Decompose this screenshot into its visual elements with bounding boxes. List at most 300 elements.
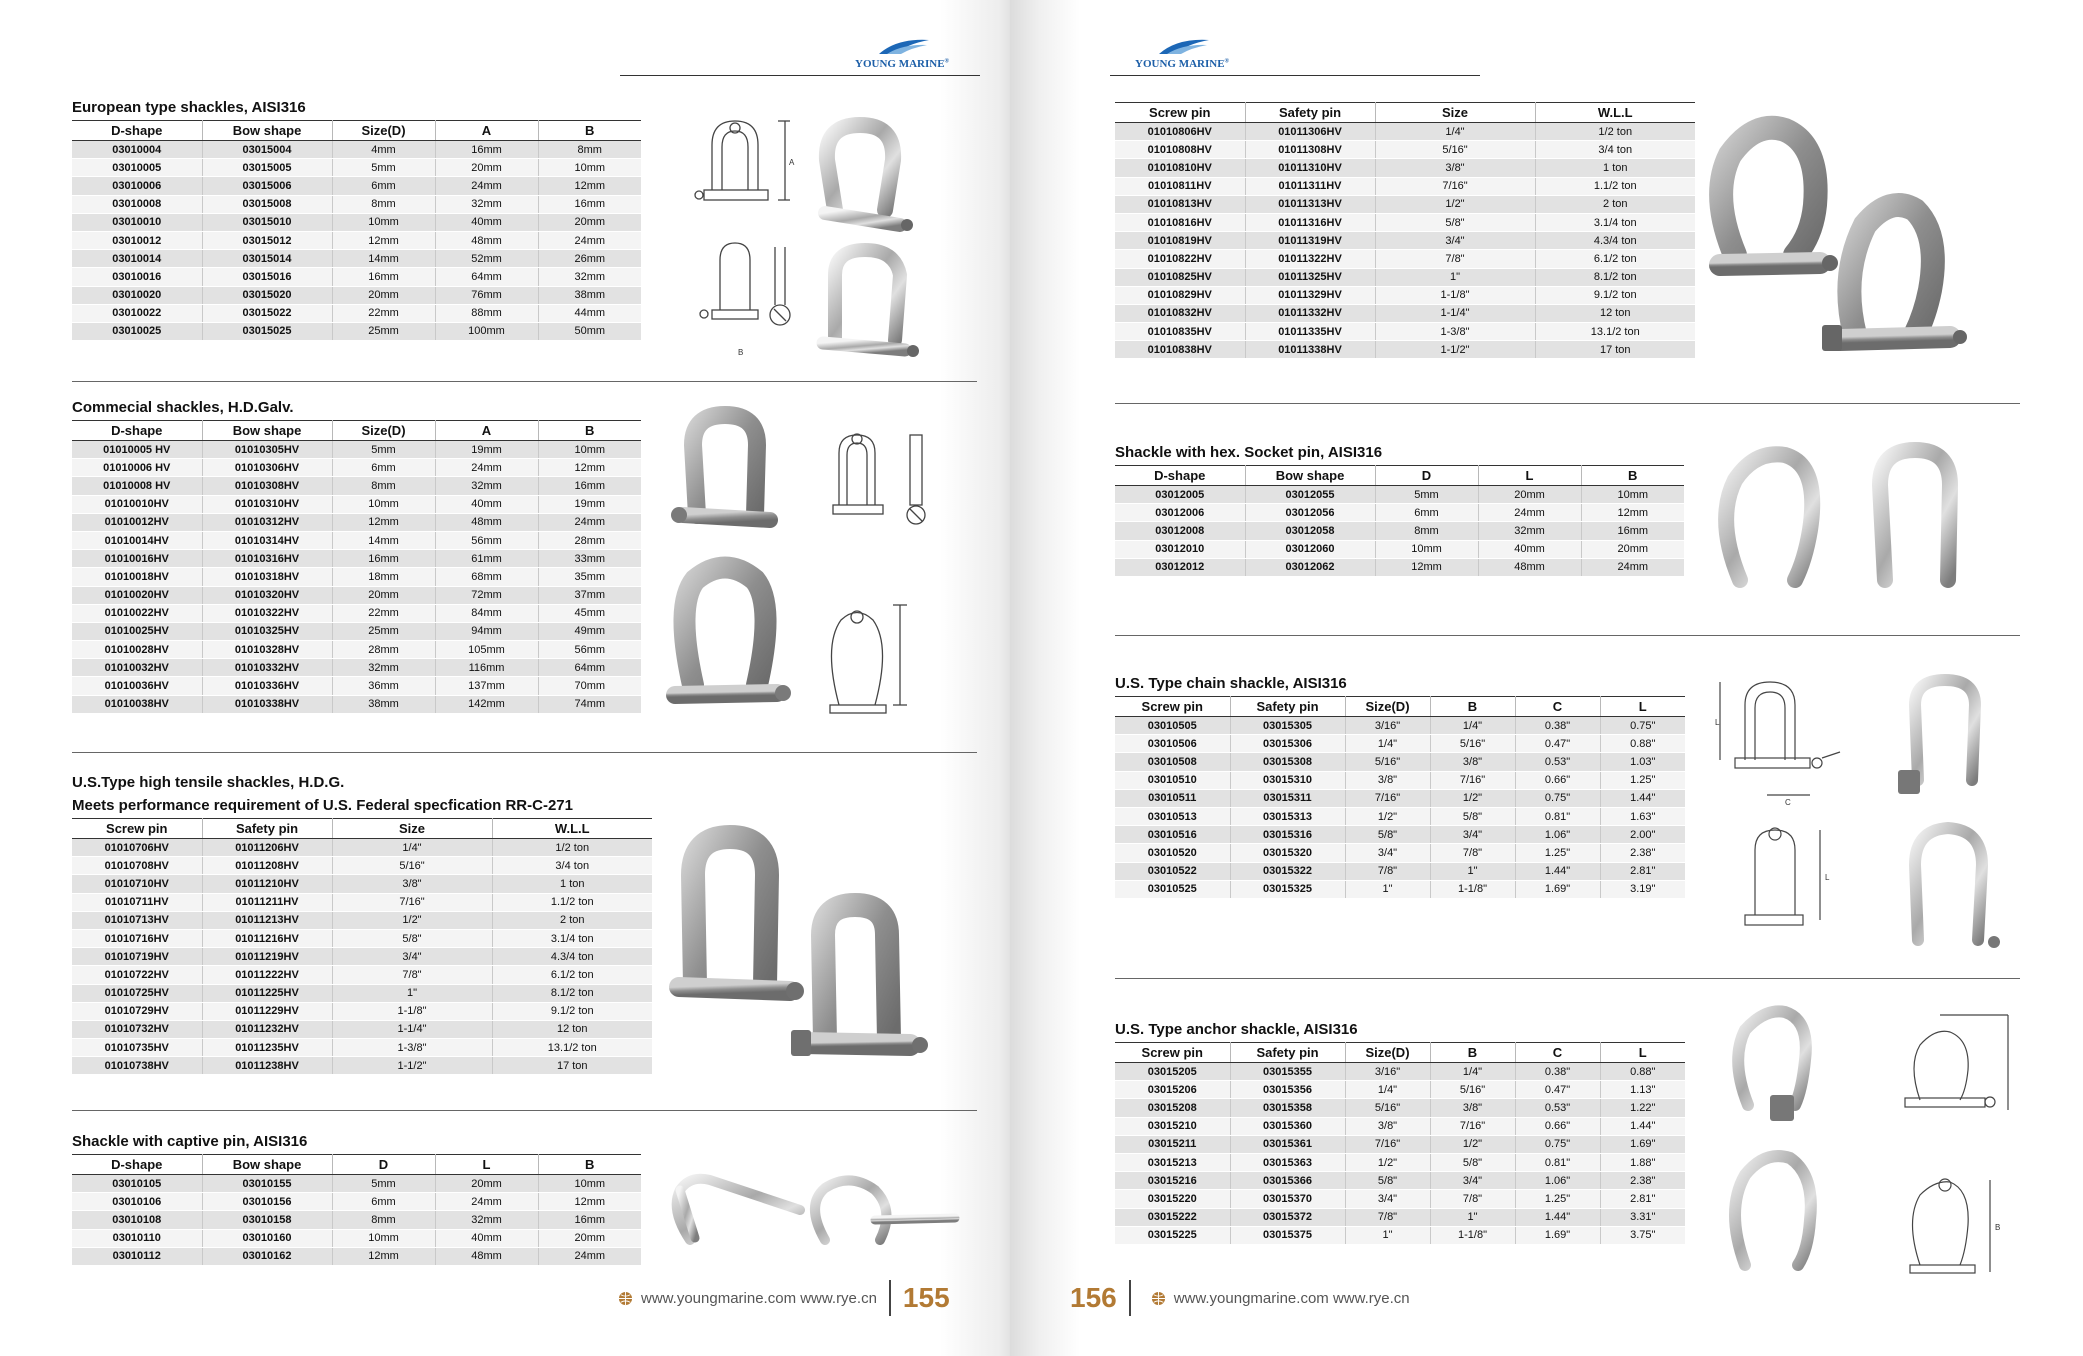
table-row [72,213,641,231]
table-cell: 5mm [332,441,435,459]
table-cell: 3.1/4 ton [492,929,652,947]
section-captive-pin-shackles [72,1132,641,1266]
table-cell: 25mm [332,322,435,340]
table-cell: 01010838HV [1115,341,1245,359]
table-cell: 01010012HV [72,513,202,531]
table-cell: 03015355 [1230,1063,1345,1081]
table-cell: 28mm [332,641,435,659]
table-row [72,929,652,947]
table-cell: 24mm [538,513,641,531]
table-row [72,459,641,477]
table-cell: 2 ton [1535,195,1695,213]
table-cell: 01010318HV [202,568,332,586]
section-title: Shackle with captive pin, AISI316 [72,1133,308,1150]
section-title: U.S. Type chain shackle, AISI316 [1115,675,1347,692]
table-cell: 01010310HV [202,495,332,513]
table-cell: 7/8" [1375,250,1535,268]
column-header: Bow shape [202,421,332,441]
column-header: C [1515,1043,1600,1063]
brand-logo [1135,36,1230,76]
spec-table-chain [1115,696,1685,899]
table-cell: 32mm [435,195,538,213]
table-cell: 4.3/4 ton [1535,232,1695,250]
table-cell: 19mm [435,441,538,459]
table-cell: 3/8" [1430,1099,1515,1117]
table-cell: 5/8" [332,929,492,947]
table-cell: 105mm [435,641,538,659]
table-cell: 12mm [332,1247,435,1265]
commercial-shackle-photos [665,405,800,730]
table-cell: 64mm [435,268,538,286]
reg-mark: ® [944,58,950,65]
table-row [1115,558,1684,576]
table-cell: 1.88" [1600,1153,1685,1171]
table-cell: 3/16" [1345,717,1430,735]
section-hex-socket-shackles [1115,443,1684,577]
table-cell: 1-3/8" [1375,323,1535,341]
table-cell: 64mm [538,659,641,677]
table-cell: 14mm [332,250,435,268]
table-cell: 1.44" [1515,862,1600,880]
table-row [1115,880,1685,898]
table-cell: 01010336HV [202,677,332,695]
table-cell: 8.1/2 ton [1535,268,1695,286]
table-cell: 32mm [1478,522,1581,540]
table-cell: 03015016 [202,268,332,286]
table-cell: 0.75" [1600,717,1685,735]
table-cell: 03010004 [72,141,202,159]
column-header: Safety pin [202,819,332,839]
table-cell: 3/4" [1345,1190,1430,1208]
table-cell: 25mm [332,622,435,640]
column-header: Safety pin [1245,103,1375,123]
table-row [72,513,641,531]
table-cell: 10mm [538,441,641,459]
table-row [1115,268,1695,286]
table-row [1115,1081,1685,1099]
section-high-tensile-shackles [72,773,652,1075]
table-row [72,1020,652,1038]
table-row [1115,789,1685,807]
table-cell: 1" [1375,268,1535,286]
spec-table-hex-socket [1115,465,1684,577]
table-cell: 03015222 [1115,1208,1230,1226]
table-cell: 03010510 [1115,771,1230,789]
table-cell: 0.53" [1515,753,1600,771]
table-cell: 2.81" [1600,862,1685,880]
table-cell: 01010729HV [72,1002,202,1020]
table-cell: 01010832HV [1115,304,1245,322]
table-cell: 38mm [332,695,435,713]
table-cell: 0.81" [1515,807,1600,825]
table-cell: 03010516 [1115,826,1230,844]
table-row [72,231,641,249]
spec-table-european [72,120,641,341]
table-cell: 03015320 [1230,844,1345,862]
column-header: Screw pin [1115,697,1230,717]
table-cell: 94mm [435,622,538,640]
table-cell: 5/16" [332,857,492,875]
table-row [1115,123,1695,141]
section-title: European type shackles, AISI316 [72,99,306,116]
table-cell: 03010155 [202,1175,332,1193]
table-cell: 3/8" [1345,771,1430,789]
table-cell: 03015012 [202,231,332,249]
table-cell: 7/16" [1430,771,1515,789]
table-cell: 03015363 [1230,1153,1345,1171]
table-cell: 01010816HV [1115,213,1245,231]
table-cell: 7/8" [1430,844,1515,862]
table-cell: 03015310 [1230,771,1345,789]
table-cell: 01010735HV [72,1039,202,1057]
column-header: C [1515,697,1600,717]
table-cell: 22mm [332,604,435,622]
table-cell: 01011313HV [1245,195,1375,213]
table-row [72,857,652,875]
wave-logo-icon [1157,36,1212,56]
table-cell: 1 ton [492,875,652,893]
table-cell: 20mm [332,286,435,304]
column-header: Screw pin [1115,103,1245,123]
table-cell: 6.1/2 ton [492,966,652,984]
table-cell: 49mm [538,622,641,640]
table-cell: 01011229HV [202,1002,332,1020]
column-header: L [1600,697,1685,717]
table-row [1115,1117,1685,1135]
table-cell: 12mm [1581,504,1684,522]
table-row [72,695,641,713]
column-header: L [1478,466,1581,486]
table-cell: 3/8" [1430,753,1515,771]
table-cell: 03010010 [72,213,202,231]
table-cell: 2.38" [1600,844,1685,862]
column-header: D-shape [1115,466,1245,486]
table-cell: 03015210 [1115,1117,1230,1135]
table-cell: 0.75" [1515,1135,1600,1153]
table-cell: 01011211HV [202,893,332,911]
table-cell: 01010032HV [72,659,202,677]
table-row [1115,323,1695,341]
table-cell: 01010010HV [72,495,202,513]
table-row [72,1039,652,1057]
table-cell: 12mm [538,459,641,477]
column-header: Bow shape [202,121,332,141]
table-row [1115,844,1685,862]
table-cell: 03015308 [1230,753,1345,771]
european-shackle-photos [805,115,955,370]
table-cell: 01011332HV [1245,304,1375,322]
table-cell: 76mm [435,286,538,304]
hex-socket-shackle-photos [1710,440,1990,610]
table-cell: 1-1/8" [1430,880,1515,898]
table-cell: 03010008 [72,195,202,213]
table-cell: 01010822HV [1115,250,1245,268]
table-cell: 1/2" [1430,1135,1515,1153]
table-cell: 03015022 [202,304,332,322]
table-cell: 1.06" [1515,1172,1600,1190]
table-cell: 1-1/2" [1375,341,1535,359]
table-row [1115,826,1685,844]
table-cell: 01010014HV [72,531,202,549]
column-header: D-shape [72,121,202,141]
section-title: U.S.Type high tensile shackles, H.D.G. [72,774,345,791]
table-row [1115,1153,1685,1171]
table-cell: 10mm [332,495,435,513]
table-cell: 1-1/8" [1430,1226,1515,1244]
website-link[interactable]: www.youngmarine.com www.rye.cn [1173,1289,1410,1307]
table-cell: 12 ton [492,1020,652,1038]
table-cell: 68mm [435,568,538,586]
table-cell: 5/8" [1430,1153,1515,1171]
table-cell: 01010338HV [202,695,332,713]
table-cell: 01011325HV [1245,268,1375,286]
table-cell: 03012058 [1245,522,1375,540]
table-cell: 8mm [332,477,435,495]
table-cell: 16mm [435,141,538,159]
table-cell: 7/16" [1345,1135,1430,1153]
table-cell: 03010522 [1115,862,1230,880]
table-cell: 3/8" [332,875,492,893]
table-cell: 3/4" [1430,826,1515,844]
table-cell: 24mm [538,231,641,249]
table-row [72,1057,652,1075]
table-cell: 84mm [435,604,538,622]
table-cell: 5mm [1375,486,1478,504]
table-cell: 100mm [435,322,538,340]
table-cell: 16mm [538,195,641,213]
table-row [72,622,641,640]
table-row [1115,1135,1685,1153]
table-cell: 03015206 [1115,1081,1230,1099]
table-cell: 01010316HV [202,550,332,568]
table-cell: 13.1/2 ton [492,1039,652,1057]
table-cell: 8mm [1375,522,1478,540]
table-row [1115,304,1695,322]
table-cell: 01010732HV [72,1020,202,1038]
table-cell: 01010813HV [1115,195,1245,213]
column-header: Size(D) [332,121,435,141]
table-cell: 5/16" [1345,753,1430,771]
table-cell: 5/8" [1345,1172,1430,1190]
table-row [1115,195,1695,213]
right-page [1010,0,2083,1356]
anchor-shackle-photos [1710,1000,1840,1295]
table-cell: 7/16" [332,893,492,911]
footer-right [1070,1278,1410,1318]
table-cell: 45mm [538,604,641,622]
table-cell: 17 ton [1535,341,1695,359]
table-cell: 03015360 [1230,1117,1345,1135]
table-cell: 10mm [332,1229,435,1247]
table-cell: 03010156 [202,1193,332,1211]
table-cell: 01011308HV [1245,141,1375,159]
table-cell: 9.1/2 ton [1535,286,1695,304]
table-cell: 03015004 [202,141,332,159]
table-cell: 5/8" [1375,213,1535,231]
table-cell: 1.25" [1515,1190,1600,1208]
brand-logo [855,36,950,76]
table-cell: 19mm [538,495,641,513]
table-cell: 03012060 [1245,540,1375,558]
table-cell: 1.13" [1600,1081,1685,1099]
table-cell: 01011310HV [1245,159,1375,177]
table-cell: 01011329HV [1245,286,1375,304]
table-cell: 01010025HV [72,622,202,640]
column-header: Safety pin [1230,697,1345,717]
table-cell: 03010160 [202,1229,332,1247]
table-cell: 33mm [538,550,641,568]
table-cell: 12mm [332,513,435,531]
table-cell: 1.1/2 ton [1535,177,1695,195]
table-cell: 01010725HV [72,984,202,1002]
svg-text:C: C [1785,798,1791,807]
column-header: W.L.L [1535,103,1695,123]
table-row [72,250,641,268]
table-cell: 3/4" [1430,1172,1515,1190]
table-cell: 03015356 [1230,1081,1345,1099]
table-cell: 5/16" [1430,735,1515,753]
table-cell: 01011335HV [1245,323,1375,341]
section-european-shackles [72,98,641,341]
table-cell: 01010325HV [202,622,332,640]
table-cell: 7/8" [1345,862,1430,880]
table-row [1115,1226,1685,1244]
table-cell: 1/4" [1430,1063,1515,1081]
table-cell: 03015322 [1230,862,1345,880]
table-cell: 03015370 [1230,1190,1345,1208]
table-cell: 8mm [538,141,641,159]
table-cell: 24mm [435,177,538,195]
table-cell: 01011316HV [1245,213,1375,231]
table-cell: 03010158 [202,1211,332,1229]
table-cell: 6mm [332,1193,435,1211]
section-subtitle: Meets performance requirement of U.S. Federal specfication RR-C-271 [72,797,573,814]
table-cell: 1" [1430,1208,1515,1226]
table-cell: 20mm [1478,486,1581,504]
table-cell: 03010105 [72,1175,202,1193]
table-cell: 03015008 [202,195,332,213]
table-cell: 01010722HV [72,966,202,984]
table-cell: 48mm [435,231,538,249]
table-cell: 2.38" [1600,1172,1685,1190]
table-cell: 1/2" [1345,807,1430,825]
logo-text: YOUNG MARINE [1135,58,1225,70]
column-header: Size(D) [1345,697,1430,717]
table-row [1115,486,1684,504]
table-cell: 8mm [332,1211,435,1229]
table-row [72,677,641,695]
table-cell: 03015366 [1230,1172,1345,1190]
column-header: Bow shape [202,1155,332,1175]
table-row [72,839,652,857]
table-cell: 1/4" [332,839,492,857]
column-header: D [332,1155,435,1175]
table-row [72,1002,652,1020]
table-cell: 0.38" [1515,1063,1600,1081]
table-cell: 1.03" [1600,753,1685,771]
table-row [72,604,641,622]
table-cell: 32mm [435,1211,538,1229]
table-cell: 16mm [332,550,435,568]
table-cell: 10mm [538,1175,641,1193]
table-cell: 03015225 [1115,1226,1230,1244]
table-row [72,893,652,911]
table-cell: 12mm [538,177,641,195]
table-cell: 32mm [332,659,435,677]
svg-text:L: L [1825,873,1830,882]
table-row [1115,504,1684,522]
chain-shackle-drawings [1715,670,1860,970]
table-row [72,268,641,286]
table-cell: 3/16" [1345,1063,1430,1081]
table-row [72,322,641,340]
table-cell: 16mm [332,268,435,286]
table-cell: 6mm [1375,504,1478,522]
table-cell: 01010825HV [1115,268,1245,286]
table-cell: 5mm [332,1175,435,1193]
table-cell: 03012010 [1115,540,1245,558]
table-cell: 03010520 [1115,844,1230,862]
table-cell: 26mm [538,250,641,268]
table-cell: 10mm [1581,486,1684,504]
table-cell: 142mm [435,695,538,713]
table-row [72,141,641,159]
table-cell: 24mm [1478,504,1581,522]
spec-table-anchor [1115,1042,1685,1245]
table-cell: 01010308HV [202,477,332,495]
table-cell: 1.22" [1600,1099,1685,1117]
spec-table-commercial [72,420,641,714]
table-cell: 24mm [435,1193,538,1211]
table-cell: 01011232HV [202,1020,332,1038]
bow-shackle-photos [1700,115,1990,370]
table-cell: 1/4" [1345,1081,1430,1099]
table-cell: 48mm [435,513,538,531]
table-cell: 01011206HV [202,839,332,857]
table-cell: 01010028HV [72,641,202,659]
table-cell: 01010819HV [1115,232,1245,250]
table-row [1115,250,1695,268]
table-cell: 03015311 [1230,789,1345,807]
table-cell: 48mm [1478,558,1581,576]
website-link[interactable]: www.youngmarine.com www.rye.cn [641,1289,877,1307]
table-row [72,195,641,213]
table-cell: 5/16" [1375,141,1535,159]
table-cell: 0.47" [1515,1081,1600,1099]
table-row [72,495,641,513]
table-cell: 01010320HV [202,586,332,604]
table-cell: 1.69" [1515,1226,1600,1244]
section-commercial-shackles [72,398,641,714]
svg-text:B: B [738,348,744,357]
table-cell: 01010328HV [202,641,332,659]
table-cell: 0.88" [1600,735,1685,753]
table-cell: 03012012 [1115,558,1245,576]
table-cell: 3.1/4 ton [1535,213,1695,231]
table-cell: 01011213HV [202,911,332,929]
section-anchor-shackles [1115,1020,1685,1245]
table-row [72,550,641,568]
table-cell: 01010713HV [72,911,202,929]
table-cell: 6mm [332,459,435,477]
table-cell: 03015014 [202,250,332,268]
table-cell: 01010016HV [72,550,202,568]
table-cell: 01011208HV [202,857,332,875]
table-cell: 56mm [435,531,538,549]
table-cell: 1-3/8" [332,1039,492,1057]
table-row [1115,1063,1685,1081]
table-cell: 20mm [538,213,641,231]
